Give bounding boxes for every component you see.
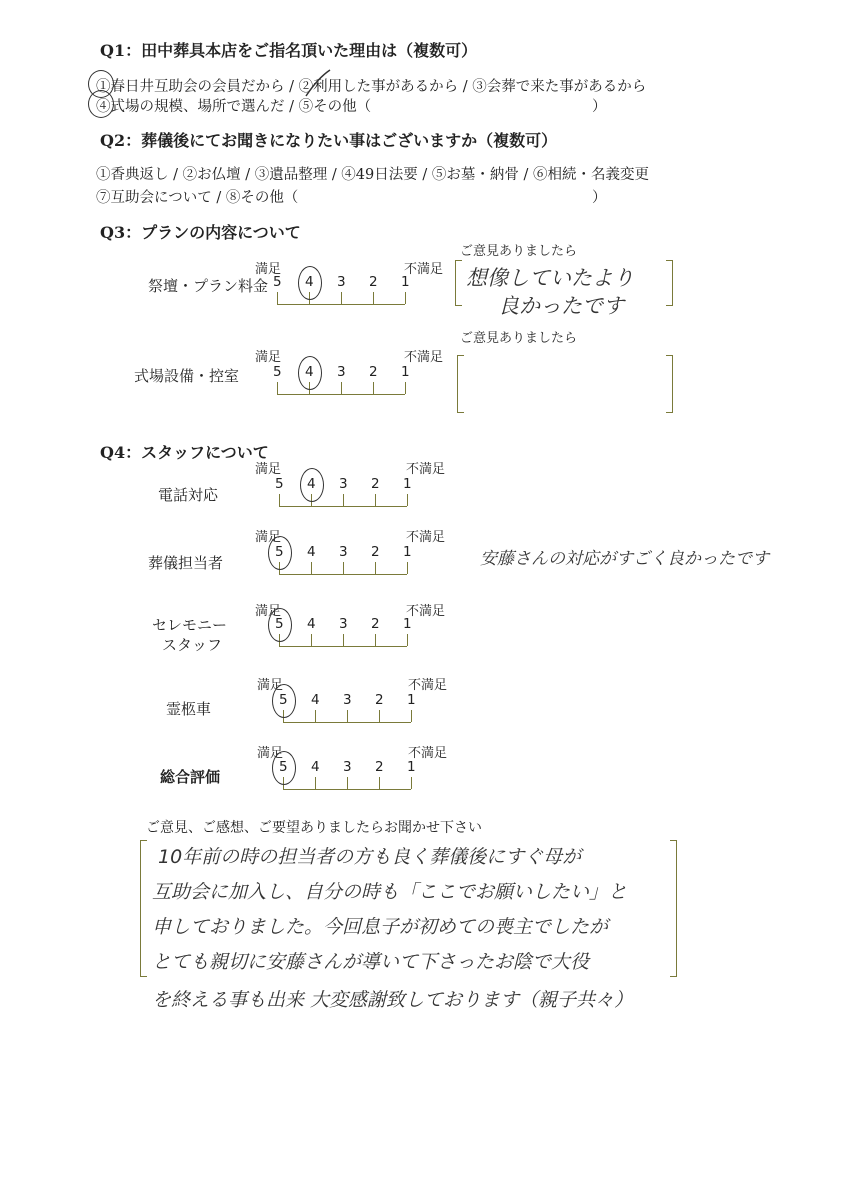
q3-item1-comment-line1: 想像していたより — [466, 266, 634, 290]
feedback-line5: を終える事も出来 大変感謝致しております（親子共々） — [152, 989, 634, 1011]
q4-item5-low: 不満足 — [408, 746, 448, 761]
q4-item2-scale-selected-circle — [268, 536, 292, 570]
q3-item1-scale-number-3: 3 — [337, 274, 346, 290]
q4-item4-scale-number-1: 1 — [407, 692, 416, 708]
q4-item4-scale-number-4: 4 — [311, 692, 320, 708]
q3-item1-high: 満足 — [255, 262, 282, 277]
q4-item1-low: 不満足 — [406, 462, 446, 477]
q4-item5-scale-number-4: 4 — [311, 759, 320, 775]
q4-item1-scale-number-1: 1 — [403, 476, 412, 492]
feedback-bracket-right — [670, 840, 677, 977]
q4-item3-low: 不満足 — [406, 604, 446, 619]
q3-item2-low: 不満足 — [404, 350, 444, 365]
q3-item2-label: 式場設備・控室 — [134, 367, 240, 385]
q4-item5-scale-tick-1 — [411, 777, 412, 789]
q3-item1-label: 祭壇・プラン料金 — [148, 277, 269, 295]
q4-item3-label: セレモニー — [152, 616, 228, 634]
q4-item1-scale-tick-1 — [407, 494, 408, 506]
q4-item4-label: 霊柩車 — [166, 700, 212, 718]
q4-item3-scale-tick-4 — [311, 634, 312, 646]
q3-item2-scale-selected-circle — [298, 356, 322, 390]
q3-item2-bracket-right — [666, 355, 673, 413]
q1-options-line2: ④式場の規模、場所で選んだ / ⑤その他（ — [96, 99, 372, 115]
q4-item2-comment: 安藤さんの対応がすごく良かったです — [480, 549, 769, 569]
q4-item4-scale-tick-3 — [347, 710, 348, 722]
q4-item2-low: 不満足 — [406, 530, 446, 545]
q4-item3-scale-number-4: 4 — [307, 616, 316, 632]
q4-item2-scale-number-2: 2 — [371, 544, 380, 560]
q3-item1-scale-tick-5 — [277, 292, 278, 304]
q3-item2-high: 満足 — [255, 350, 282, 365]
q3-item2-comment-label: ご意見ありましたら — [460, 331, 578, 346]
q3-item1-bracket-right — [666, 260, 673, 306]
q3-item1-bracket-left — [455, 260, 462, 306]
q4-title: Q4：スタッフについて — [100, 443, 269, 462]
q4-item4-scale-baseline — [283, 722, 411, 723]
q4-item5-high: 満足 — [257, 746, 284, 761]
q4-item2-label: 葬儀担当者 — [148, 554, 224, 572]
q4-item4-low: 不満足 — [408, 678, 448, 693]
q4-item3-scale-tick-1 — [407, 634, 408, 646]
q4-item4-scale-tick-4 — [315, 710, 316, 722]
q3-item1-scale-tick-1 — [405, 292, 406, 304]
q4-item3-scale-baseline — [279, 646, 407, 647]
q3-item2-scale-tick-3 — [341, 382, 342, 394]
q3-item2-scale-number-4: 4 — [305, 364, 314, 380]
q4-item1-label: 電話対応 — [158, 486, 219, 504]
q3-item1-scale-selected-circle — [298, 266, 322, 300]
q4-item1-scale-tick-5 — [279, 494, 280, 506]
q4-item4-high: 満足 — [257, 678, 284, 693]
feedback-line2: 互助会に加入し、自分の時も「ここでお願いしたい」と — [152, 881, 628, 903]
q1-options-line1: ①春日井互助会の会員だから / ②利用した事があるから / ③会葬で来た事があるから — [96, 79, 647, 95]
q3-item2-scale-tick-5 — [277, 382, 278, 394]
q4-item2-scale-number-4: 4 — [307, 544, 316, 560]
q3-item1-comment-line2: 良かったです — [498, 294, 624, 318]
q3-item2-scale-number-2: 2 — [369, 364, 378, 380]
q4-item2-scale-number-5: 5 — [275, 544, 284, 560]
q4-item1-scale-baseline — [279, 506, 407, 507]
q3-item2-scale-baseline — [277, 394, 405, 395]
q3-item1-scale-number-1: 1 — [401, 274, 410, 290]
q3-title: Q3：プランの内容について — [100, 223, 301, 242]
q4-item5-scale-number-3: 3 — [343, 759, 352, 775]
q3-item1-scale-baseline — [277, 304, 405, 305]
q4-item3-scale-tick-3 — [343, 634, 344, 646]
q3-item2-scale-number-5: 5 — [273, 364, 282, 380]
q1-title: Q1：田中葬具本店をご指名頂いた理由は（複数可） — [100, 41, 478, 60]
q3-item1-scale-number-5: 5 — [273, 274, 282, 290]
q4-item3-scale-number-1: 1 — [403, 616, 412, 632]
q4-item4-scale-tick-2 — [379, 710, 380, 722]
q4-item5-scale-tick-4 — [315, 777, 316, 789]
q4-item1-scale-number-3: 3 — [339, 476, 348, 492]
q4-item5-label: 総合評価 — [160, 768, 221, 786]
q3-item1-scale-tick-3 — [341, 292, 342, 304]
q4-item1-scale-selected-circle — [300, 468, 324, 502]
q4-item1-scale-tick-2 — [375, 494, 376, 506]
q4-item3-scale-number-2: 2 — [371, 616, 380, 632]
q4-item5-scale-number-5: 5 — [279, 759, 288, 775]
q4-item2-high: 満足 — [255, 530, 282, 545]
q3-item1-comment-label: ご意見ありましたら — [460, 244, 578, 259]
q4-item3-scale-tick-2 — [375, 634, 376, 646]
q3-item2-scale-tick-1 — [405, 382, 406, 394]
q3-item2-scale-tick-2 — [373, 382, 374, 394]
q2-options-line1: ①香典返し / ②お仏壇 / ③遺品整理 / ④49日法要 / ⑤お墓・納骨 / ⑥相続・名義変更 — [96, 167, 649, 183]
q4-item1-scale-number-2: 2 — [371, 476, 380, 492]
q4-item4-scale-number-5: 5 — [279, 692, 288, 708]
q4-item4-scale-number-3: 3 — [343, 692, 352, 708]
q3-item2-scale-number-1: 1 — [401, 364, 410, 380]
q4-item1-high: 満足 — [255, 462, 282, 477]
q4-item2-scale-tick-4 — [311, 562, 312, 574]
q4-item3-scale-number-5: 5 — [275, 616, 284, 632]
q3-item1-scale-number-2: 2 — [369, 274, 378, 290]
feedback-prompt: ご意見、ご感想、ご要望ありましたらお聞かせ下さい — [146, 820, 482, 836]
q2-other-close: ） — [592, 190, 607, 206]
q4-item1-scale-number-5: 5 — [275, 476, 284, 492]
q4-item5-scale-number-2: 2 — [375, 759, 384, 775]
q1-other-close: ） — [592, 99, 607, 115]
q4-item3-high: 満足 — [255, 604, 282, 619]
q3-item1-low: 不満足 — [404, 262, 444, 277]
q4-item2-scale-tick-3 — [343, 562, 344, 574]
q2-title: Q2：葬儀後にてお聞きになりたい事はございますか（複数可） — [100, 131, 558, 150]
q4-item5-scale-tick-3 — [347, 777, 348, 789]
q4-item2-scale-number-3: 3 — [339, 544, 348, 560]
q4-item5-scale-number-1: 1 — [407, 759, 416, 775]
feedback-line4: とても親切に安藤さんが導いて下さったお陰で大役 — [152, 951, 590, 973]
q4-item3-scale-number-3: 3 — [339, 616, 348, 632]
q3-item2-scale-number-3: 3 — [337, 364, 346, 380]
q4-item3-label2: スタッフ — [162, 636, 223, 654]
q2-options-line2: ⑦互助会について / ⑧その他（ — [96, 190, 299, 206]
q4-item2-scale-tick-1 — [407, 562, 408, 574]
q4-item4-scale-selected-circle — [272, 684, 296, 718]
q4-item5-scale-tick-2 — [379, 777, 380, 789]
q4-item5-scale-baseline — [283, 789, 411, 790]
q4-item5-scale-selected-circle — [272, 751, 296, 785]
q1-choice2-slash-mark — [0, 0, 849, 140]
q4-item4-scale-tick-1 — [411, 710, 412, 722]
q4-item2-scale-tick-2 — [375, 562, 376, 574]
q4-item2-scale-number-1: 1 — [403, 544, 412, 560]
q4-item4-scale-number-2: 2 — [375, 692, 384, 708]
q4-item1-scale-number-4: 4 — [307, 476, 316, 492]
q4-item1-scale-tick-3 — [343, 494, 344, 506]
feedback-line3: 申しておりました。今回息子が初めての喪主でしたが — [152, 916, 609, 938]
feedback-line1: 10年前の時の担当者の方も良く葬儀後にすぐ母が — [158, 846, 582, 868]
q3-item1-scale-tick-2 — [373, 292, 374, 304]
q3-item1-scale-number-4: 4 — [305, 274, 314, 290]
q3-item2-bracket-left — [457, 355, 464, 413]
q4-item3-scale-selected-circle — [268, 608, 292, 642]
q4-item2-scale-baseline — [279, 574, 407, 575]
feedback-bracket-left — [140, 840, 147, 977]
